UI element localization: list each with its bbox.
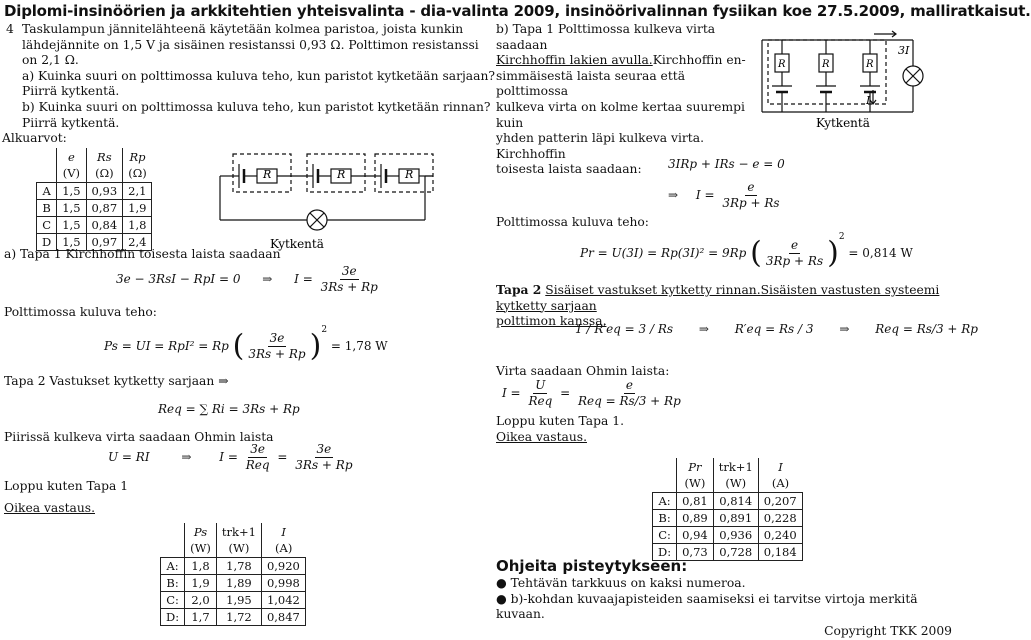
part-b-power-equation: Pr = U(3I) = Rp(3I)² = 9Rp ( $\frac{e}{3Rp + Rs}$ )$^2$ = 0,814 W (580, 232, 913, 271)
task-number: 4 (6, 22, 14, 36)
question-a: a) Kuinka suuri on polttimossa kuluva teho, kun paristot kytketään sarjaan? (22, 68, 495, 83)
table-row: C: 0,94 0,936 0,240 (653, 526, 803, 543)
part-b-current-equation: ⇒ I = $\frac{e}{3Rp + Rs}$ (668, 180, 780, 210)
eq-kirchhoff: 3e − 3RsI − RpI = 0 (116, 272, 241, 286)
svg-text:R: R (866, 59, 874, 70)
list-item: ● b)-kohdan kuvaajapisteiden saamiseksi ei tarvitse virtoja merkitä kuvaan. (496, 591, 918, 622)
table-row: A 1,5 0,93 2,1 (37, 182, 152, 199)
parallel-circuit-diagram (758, 26, 938, 136)
page-title: Diplomi-insinöörien ja arkkitehtien yhteisvalinta - dia-valinta 2009, insinöörivalinnan fysiikan koe 27.5.2009, malliratkaisut. (4, 2, 1031, 20)
battery-box-2 (307, 154, 365, 192)
svg-text:R: R (822, 59, 830, 70)
resistor-label: R (405, 168, 414, 181)
table-row: B: 0,89 0,891 0,228 (653, 509, 803, 526)
battery-box-3 (375, 154, 433, 192)
table-row: D 1,5 0,97 2,4 (37, 233, 152, 250)
question-b: b) Kuinka suuri on polttimossa kuluva teho, kun paristot kytketään rinnan? (22, 99, 491, 114)
table-row: B 1,5 0,87 1,9 (37, 199, 152, 216)
table-row: A: 1,8 1,78 0,920 (161, 557, 306, 574)
question-a-draw: Piirrä kytkentä. (22, 84, 120, 99)
col-rp: Rp (129, 149, 146, 164)
battery-box-1 (233, 154, 291, 192)
table-row: C: 2,0 1,95 1,042 (161, 591, 306, 608)
unit-rs: (Ω) (86, 165, 123, 182)
part-b-method-2: Tapa 2 Sisäiset vastukset kytketty rinnan.Sisäisten vastusten systeemi kytketty sarjaan polttimon kanssa. (496, 282, 940, 329)
circuit-caption: Kytkentä (270, 237, 324, 251)
part-a-power-equation: Ps = UI = RpI² = Rp ( $\frac{3e}{3Rs + Rp}$ )$^2$ = 1,78 W (104, 325, 388, 364)
frac-numerator: 3e (341, 264, 357, 278)
part-b-parallel-equations: 1 / R′eq = 3 / Rs ⇒ R′eq = Rs / 3 ⇒ Req = Rs/3 + Rp (575, 322, 978, 336)
eq-ohm: U = RI (108, 450, 150, 464)
part-a-intro: a) Tapa 1 Kirchhoffin toisesta laista saadaan (4, 247, 281, 261)
initial-values-table (36, 148, 152, 251)
col-rs: Rs (97, 149, 112, 164)
part-a-end: Loppu kuten Tapa 1 (4, 479, 129, 493)
copyright: Copyright TKK 2009 (824, 624, 952, 638)
grading-list (496, 576, 960, 623)
task-intro-line-1: Taskulampun jännitelähteenä käytetään kolmea paristoa, joista kunkin (22, 22, 464, 36)
list-item: ● Tehtävän tarkkuus on kaksi numeroa. (496, 576, 746, 590)
frac-denominator: 3Rs + Rp (320, 280, 378, 294)
part-b-ohm-equation: I = $\frac{U}{\text{Req}}$ = $\frac{e}{\text{Req = Rs/3 + Rp}}$ (502, 378, 681, 408)
table-row: A: 0,81 0,814 0,207 (653, 492, 803, 509)
table-row: B: 1,9 1,89 0,998 (161, 574, 306, 591)
result-table-b: Pr trk+1 I (W) (W) (A) A: 0,81 0,814 0,207 B: 0,89 0,891 0,228 C: 0,94 0,936 0,240 D: 0,73 0,728 0,184 (652, 458, 803, 561)
series-circuit-diagram (215, 148, 440, 253)
col-e: e (67, 149, 75, 164)
eq-power: Ps = UI = RpI² = Rp (104, 339, 229, 353)
svg-text:R: R (778, 59, 786, 70)
task-statement (6, 22, 496, 131)
eq-current: I = (294, 272, 313, 286)
task-intro-line-3: on 2,1 Ω. (22, 53, 79, 68)
part-a-power-label: Polttimossa kuluva teho: (4, 305, 157, 319)
power-result: = 1,78 W (330, 339, 388, 353)
result-table-a: Ps trk+1 I (W) (W) (A) A: 1,8 1,78 0,920 B: 1,9 1,89 0,998 C: 2,0 1,95 1,042 D: 1,7 1,72 0,847 (160, 523, 306, 626)
eq-req-series: Req = ∑ Ri = 3Rs + Rp (158, 402, 300, 416)
part-a-correct: Oikea vastaus. (4, 501, 95, 515)
table-row: D: 0,73 0,728 0,184 (653, 543, 803, 560)
circuit-caption: Kytkentä (816, 116, 870, 130)
part-a-method-2: Tapa 2 Vastukset kytketty sarjaan ⇒ (4, 374, 229, 388)
part-a-kirchhoff-equation (116, 264, 382, 295)
unit-e: (V) (57, 165, 86, 182)
part-a-ohm-equation: U = RI ⇒ I = $\frac{3e}{\text{Req}}$ = $\frac{3e}{3Rs + Rp}$ (108, 442, 353, 472)
resistor-label: R (263, 168, 272, 181)
part-a-ohm-intro: Piirissä kulkeva virta saadaan Ohmin laista (4, 430, 274, 444)
initial-values-label: Alkuarvot: (2, 131, 67, 145)
table-row: C 1,5 0,84 1,8 (37, 216, 152, 233)
part-b-correct: Oikea vastaus. (496, 430, 587, 444)
current-label-3i: 3I (898, 44, 910, 57)
grading-heading: Ohjeita pisteytykseen: (496, 557, 688, 575)
implies-symbol: ⇒ (262, 272, 273, 286)
question-b-draw: Piirrä kytkentä. (22, 115, 120, 130)
part-b-end: Loppu kuten Tapa 1. (496, 414, 624, 428)
unit-rp: (Ω) (128, 166, 147, 181)
part-b-power-label: Polttimossa kuluva teho: (496, 215, 649, 229)
part-b-intro: b) Tapa 1 Polttimossa kulkeva virta saadaan Kirchhoffin lakien avulla.Kirchhoffin en- simmäisestä laista seuraa että polttimossa kulkeva virta on kolme kertaa suurempi kuin yhden patterin läpi kulkeva virta. Kirchhoffin toisesta laista saadaan: (496, 22, 746, 177)
resistor-label: R (337, 168, 346, 181)
part-b-kirchhoff-equation: 3IRp + IRs − e = 0 (668, 157, 785, 171)
part-b-ohm-intro: Virta saadaan Ohmin laista: (496, 364, 670, 378)
task-intro-line-2: lähdejännite on 1,5 V ja sisäinen resistanssi 0,93 Ω. Polttimon resistanssi (22, 37, 479, 52)
table-row: D: 1,7 1,72 0,847 (161, 608, 306, 625)
current-label-i: I (866, 94, 871, 107)
